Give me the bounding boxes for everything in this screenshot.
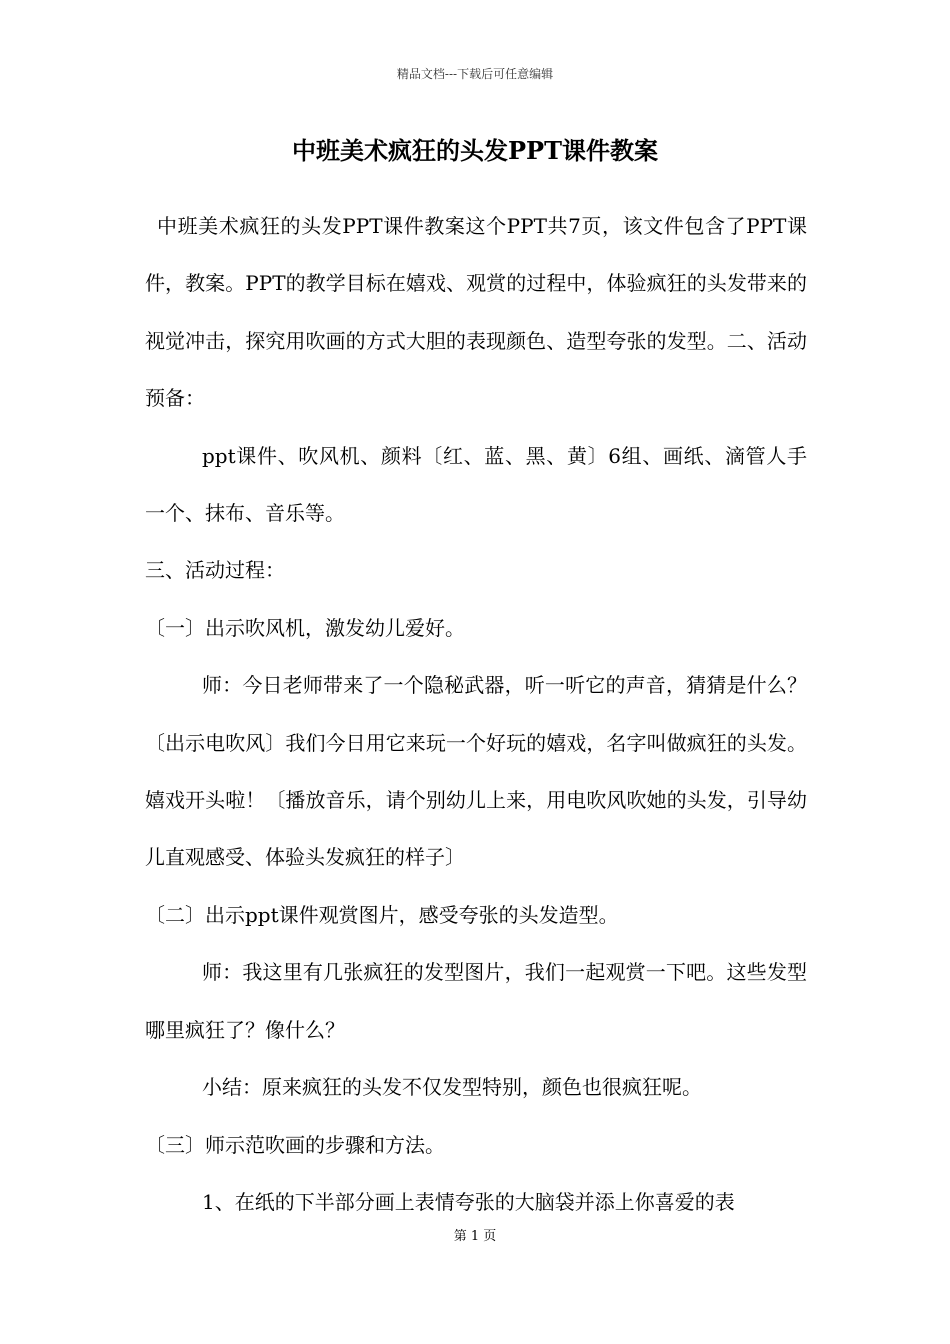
document-title: 中班美术疯狂的头发PPT课件教案 bbox=[292, 136, 658, 165]
paragraph-step-1: 1、在纸的下半部分画上表情夸张的大脑袋并添上你喜爱的表 bbox=[202, 1189, 735, 1214]
paragraph-intro: 中班美术疯狂的头发PPT课件教案这个PPT共7页，该文件包含了PPT课件，教案。PPT的教学目标在嬉戏、观赏的过程中，体验疯狂的头发带来的视觉冲击，探究用吹画的方式大胆的表现颜色、造型夸张的发型。二、活动预备： bbox=[145, 214, 807, 411]
paragraph-teacher-dialogue-1: 师：今日老师带来了一个隐秘武器，听一听它的声音，猜猜是什么？〔出示电吹风〕我们今日用它来玩一个好玩的嬉戏，名字叫做疯狂的头发。嬉戏开头啦！〔播放音乐，请个别幼儿上来，用电吹风吹她的头发，引导幼儿直观感受、体验头发疯狂的样子〕 bbox=[145, 673, 807, 870]
document-body bbox=[145, 198, 807, 1231]
paragraph-teacher-dialogue-2: 师：我这里有几张疯狂的发型图片，我们一起观赏一下吧。这些发型哪里疯狂了？像什么？ bbox=[145, 960, 807, 1042]
section-heading-process: 三、活动过程： bbox=[145, 558, 285, 583]
page-number: 第 1 页 bbox=[453, 1229, 497, 1244]
step-heading-2: 〔二〕出示ppt课件观赏图片，感受夸张的头发造型。 bbox=[145, 902, 619, 927]
header-note: 精品文档---下载后可任意编辑 bbox=[396, 67, 554, 81]
step-heading-1: 〔一〕出示吹风机，激发幼儿爱好。 bbox=[145, 615, 465, 640]
paragraph-summary: 小结：原来疯狂的头发不仅发型特别，颜色也很疯狂呢。 bbox=[202, 1075, 702, 1100]
paragraph-materials: ppt课件、吹风机、颜料〔红、蓝、黑、黄〕6组、画纸、滴管人手一个、抹布、音乐等。 bbox=[145, 443, 807, 526]
step-heading-3: 〔三〕师示范吹画的步骤和方法。 bbox=[145, 1132, 445, 1157]
